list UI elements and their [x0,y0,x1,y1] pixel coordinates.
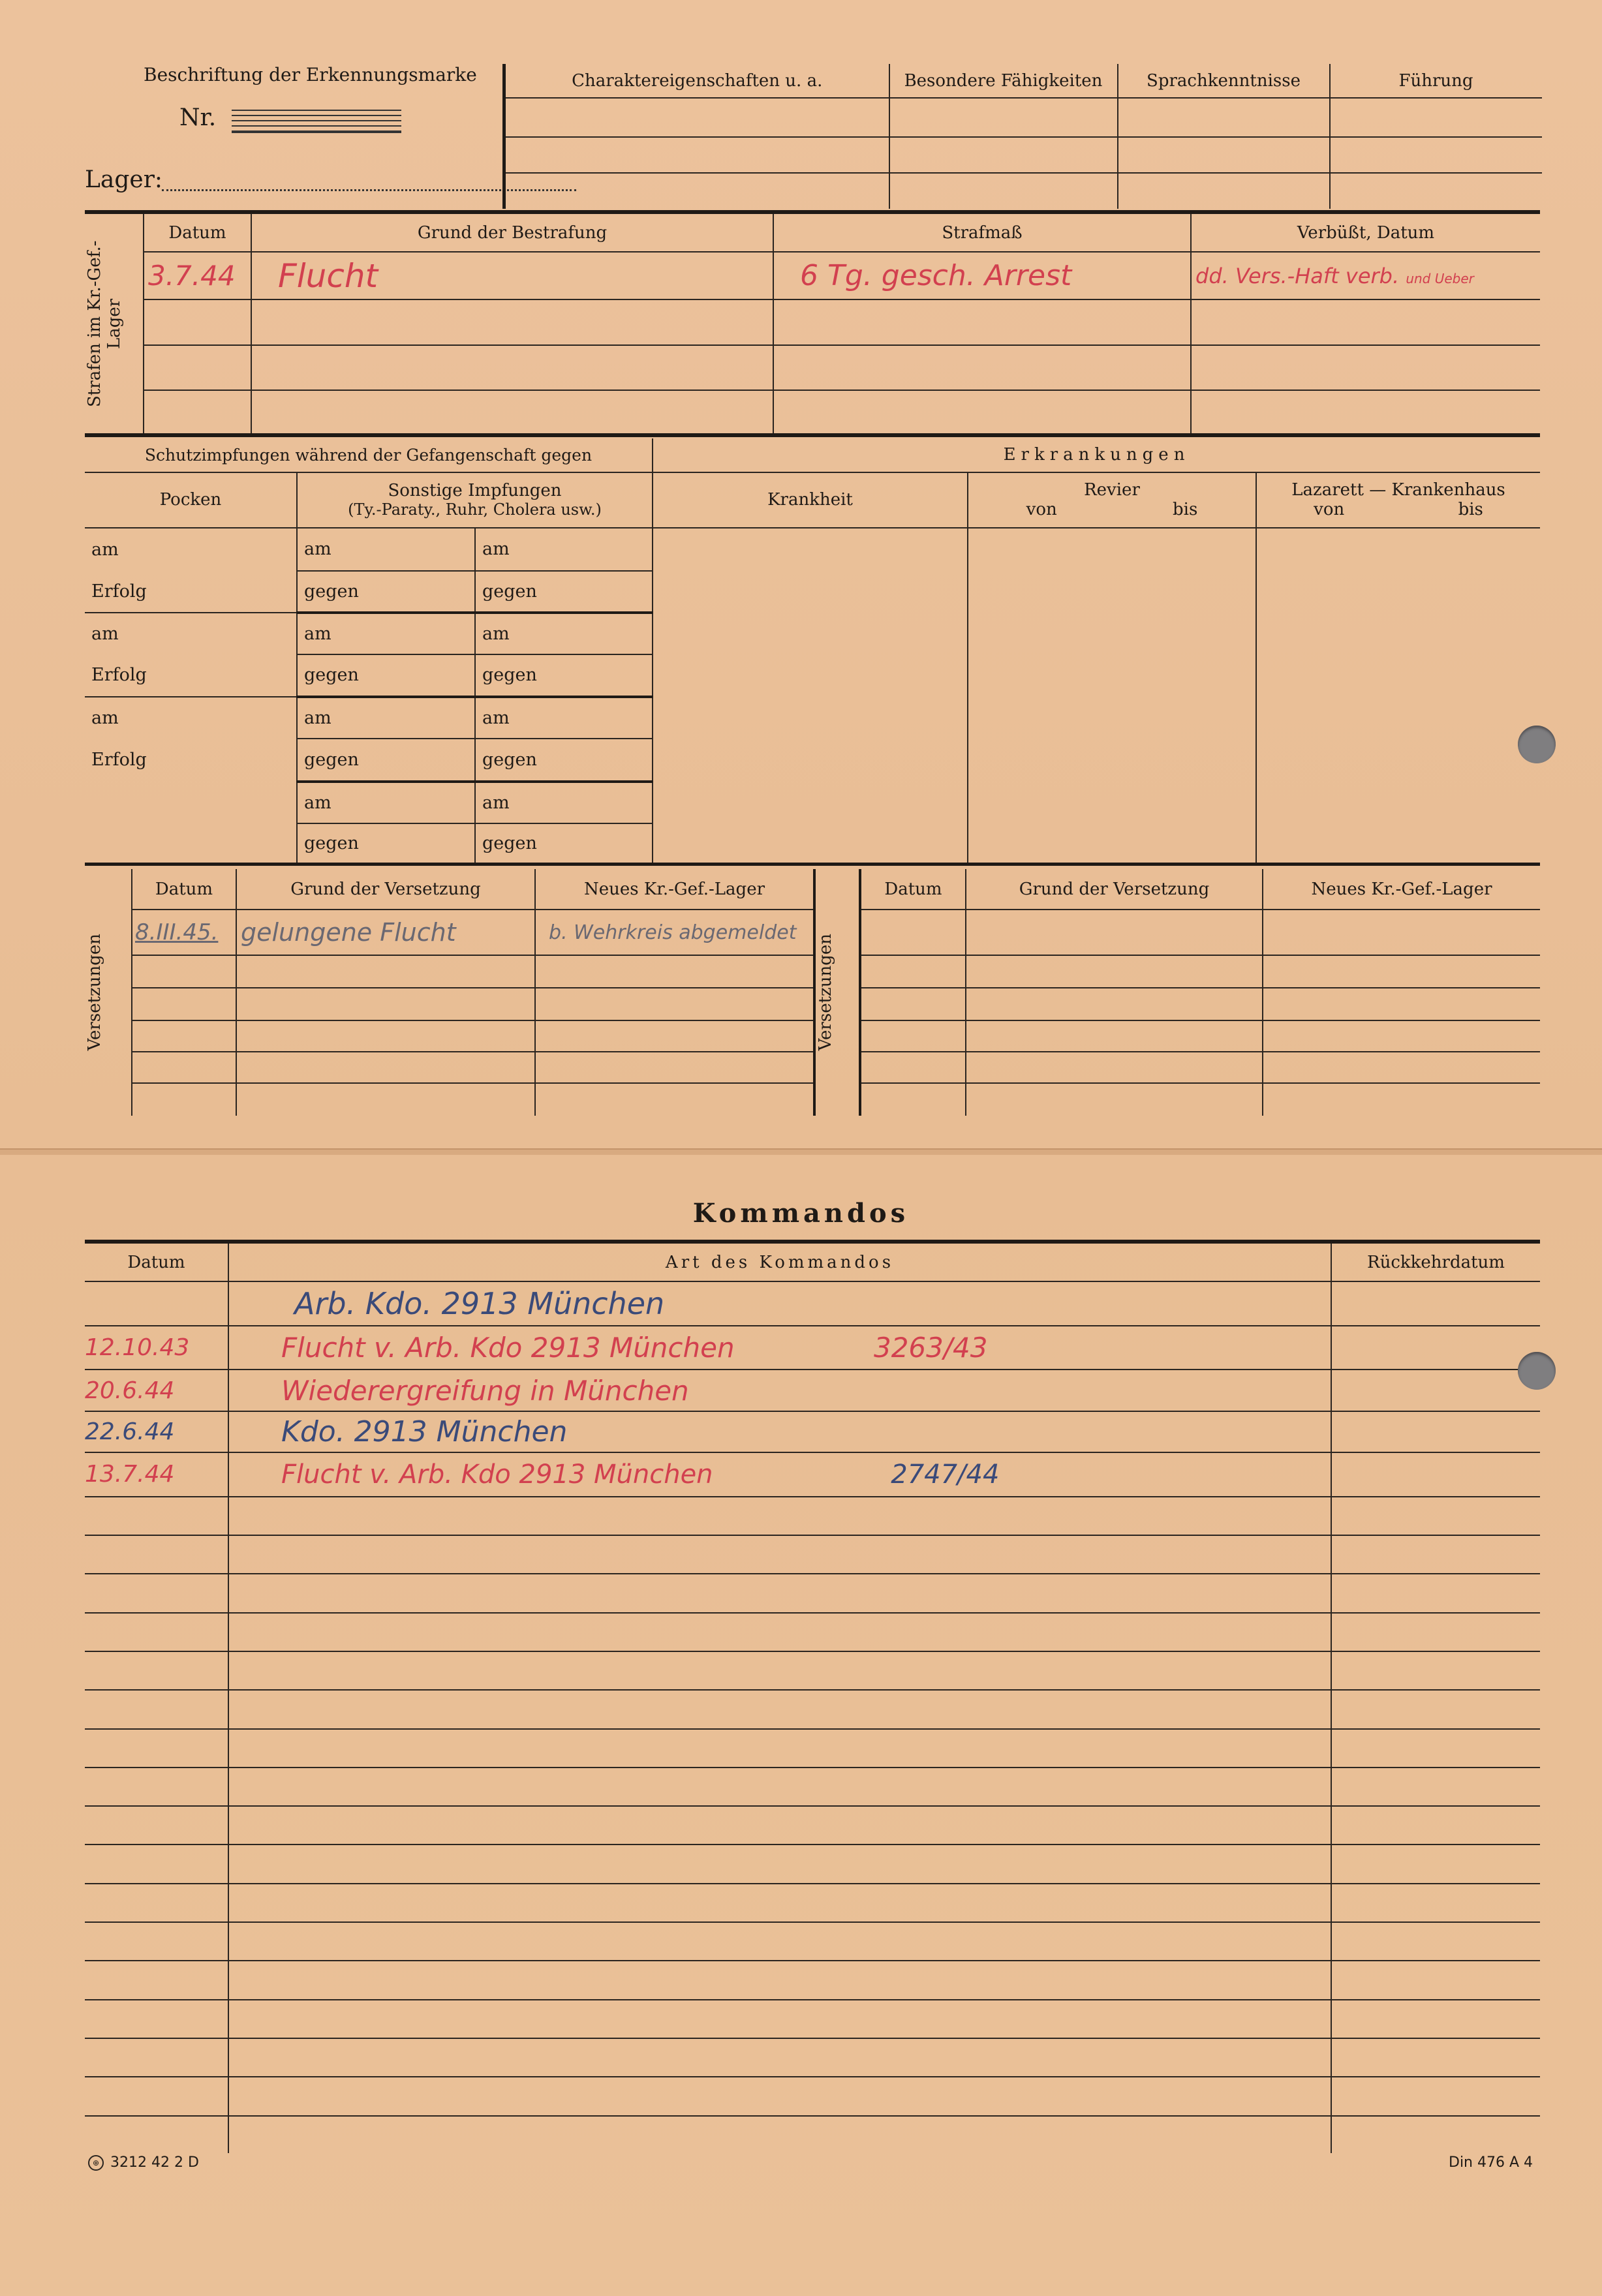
kommando-row-5-art-text: Flucht v. Arb. Kdo 2913 München [281,1459,713,1490]
strafen-header-strafmass: Strafmaß [773,212,1191,252]
vers-entry-grund: gelungene Flucht [236,910,535,955]
vers-header-datum-left: Datum [132,869,236,910]
cell [860,1052,966,1083]
cell [504,137,889,173]
pocken-header: Pocken [85,472,297,528]
cell [1331,1651,1540,1690]
cell [251,299,773,344]
sonstige-gegen-1b: gegen [475,571,653,613]
cell [773,299,1191,344]
vers-entry-datum: 8.III.45. [132,910,236,955]
cell [85,1922,228,1961]
vers-header-grund-left: Grund der Versetzung [236,869,535,910]
cell [236,955,535,988]
cell [228,1961,1331,1999]
cell [228,1613,1331,1651]
sonstige-am-3b: am [475,697,653,739]
lazarett-header-title: Lazarett — Krankenhaus [1291,480,1505,500]
cell [85,1884,228,1922]
sonstige-header [297,472,653,528]
cell [132,955,236,988]
lazarett-bis: bis [1458,500,1483,520]
fold-line [0,1148,1602,1155]
versetzungen-side-label-left: Versetzungen [85,934,104,1051]
cell [228,2000,1331,2038]
sonstige-gegen-1a: gegen [297,571,475,613]
strafen-side-label: Strafen im Kr.-Gef.-Lager [85,240,124,407]
cell [1331,1729,1540,1768]
pocken-am-2: am [85,613,297,654]
vers-entry-lager: b. Wehrkreis abgemeldet [535,910,814,955]
tag-label: Beschriftung der Erkennungsmarke [144,64,477,85]
strafen-header-verbuesst: Verbüßt, Datum [1191,212,1540,252]
punch-hole-upper [1518,726,1556,763]
krankheit-header: Krankheit [653,472,968,528]
punch-hole-lower [1518,1352,1556,1390]
cell [1331,2116,1540,2153]
cell [860,910,966,955]
cell [535,955,814,988]
cell [860,1020,966,1052]
vers-header-lager-left: Neues Kr.-Gef.-Lager [535,869,814,910]
versetzungen-side-cell-right [814,869,860,1116]
kommandos-table [85,1240,1540,2153]
kommando-row-4-datum: 22.6.44 [85,1411,228,1452]
cell [251,345,773,390]
kommando-row-2-art-text: Flucht v. Arb. Kdo 2913 München [281,1332,735,1364]
cell [85,1613,228,1651]
pocken-am-1: am [85,528,297,571]
sonstige-gegen-4a: gegen [297,823,475,864]
cell [1331,1690,1540,1728]
revier-bis: bis [1173,500,1198,520]
cell [1331,1281,1540,1325]
cell [1118,98,1330,137]
col-faehigkeiten: Besondere Fähigkeiten [889,64,1118,98]
kommandos-header-rueckkehr: Rückkehrdatum [1331,1242,1540,1281]
cell [236,1083,535,1116]
cell [1331,1613,1540,1651]
strafen-entry-strafmass: 6 Tg. gesch. Arrest [773,252,1191,299]
cell [1331,1411,1540,1452]
cell [85,2038,228,2077]
kommando-row-4-art: Kdo. 2913 München [228,1411,1331,1452]
cell [504,173,889,209]
cell [1191,345,1540,390]
lager-label: Lager: [85,166,163,193]
cell [228,2116,1331,2153]
cell [228,1922,1331,1961]
cell [966,1020,1263,1052]
cell [1331,2077,1540,2115]
cell [144,390,251,435]
cell [966,1083,1263,1116]
cell [85,2116,228,2153]
cell [144,299,251,344]
cell [236,1052,535,1083]
lazarett-von: von [1314,500,1345,520]
cell [132,1052,236,1083]
sonstige-am-4a: am [297,782,475,823]
sonstige-gegen-3a: gegen [297,739,475,782]
cell [228,1651,1331,1690]
pocken-empty [85,823,297,864]
lazarett-cell [1256,528,1540,865]
pocken-erfolg-1: Erfolg [85,571,297,613]
cell [228,1768,1331,1806]
cell [132,1083,236,1116]
cell [85,1961,228,1999]
impfungen-title: Schutzimpfungen während der Gefangenschaft gegen [85,438,653,472]
cell [1263,1052,1540,1083]
kommando-row-3-datum: 20.6.44 [85,1370,228,1411]
nr-lines [232,110,401,133]
cell [228,1806,1331,1844]
sonstige-header-sub: (Ty.-Paraty., Ruhr, Cholera usw.) [348,500,602,519]
kommando-row-2-nr: 3263/43 [873,1332,988,1364]
col-sprach: Sprachkenntnisse [1118,64,1330,98]
pocken-am-3: am [85,697,297,739]
kommando-row-2-art [228,1326,1331,1370]
cell [1263,910,1540,955]
nr-label [179,104,216,131]
revier-von-bis [968,500,1255,519]
sonstige-header-title: Sonstige Impfungen [388,481,562,501]
pocken-erfolg-2: Erfolg [85,654,297,696]
cell [1330,98,1542,137]
cell [889,137,1118,173]
cell [85,1806,228,1844]
cell [85,1729,228,1768]
revier-cell [968,528,1256,865]
top-section [85,59,1540,209]
versetzungen-side-label-right: Versetzungen [816,934,835,1051]
cell [85,1690,228,1728]
lazarett-header [1256,472,1540,528]
cell [85,1768,228,1806]
sonstige-am-4b: am [475,782,653,823]
cell [1331,1370,1540,1411]
strafen-entry-grund: Flucht [251,252,773,299]
cell [966,1052,1263,1083]
cell [535,988,814,1020]
revier-header [968,472,1256,528]
cell [1330,173,1542,209]
kommando-row-1-datum [85,1281,228,1325]
kommando-row-3-art: Wiederergreifung in München [228,1370,1331,1411]
kommandos-header-art: Art des Kommandos [228,1242,1331,1281]
cell [1331,1535,1540,1574]
cell [228,1729,1331,1768]
cell [1331,2038,1540,2077]
cell [1118,173,1330,209]
cell [228,1884,1331,1922]
sonstige-gegen-2a: gegen [297,654,475,696]
cell [535,1083,814,1116]
sonstige-am-1b: am [475,528,653,571]
cell [1191,299,1540,344]
cell [1331,1961,1540,1999]
cell [132,1020,236,1052]
sonstige-am-2b: am [475,613,653,654]
cell [228,1497,1331,1535]
cell [773,390,1191,435]
cell [1118,137,1330,173]
cell [1331,1884,1540,1922]
cell [860,1083,966,1116]
cell [1263,955,1540,988]
cell [1263,1020,1540,1052]
sonstige-am-2a: am [297,613,475,654]
col-fuehrung: Führung [1330,64,1542,98]
strafen-table [85,210,1540,437]
cell [1263,1083,1540,1116]
kommando-row-5-art [228,1452,1331,1496]
strafen-entry-datum: 3.7.44 [144,252,251,299]
cell [85,1535,228,1574]
cell [85,2000,228,2038]
cell [236,1020,535,1052]
versetzungen-side-cell-left [85,869,132,1116]
kommando-row-5-nr: 2747/44 [891,1459,1000,1490]
cell [144,345,251,390]
cell [228,2077,1331,2115]
cell [535,1052,814,1083]
footer-right: Din 476 A 4 [1449,2154,1533,2171]
krankheit-cell [653,528,968,865]
cell [966,955,1263,988]
cell [1331,1574,1540,1612]
cell [860,955,966,988]
strafen-header-grund: Grund der Bestrafung [251,212,773,252]
cell [1331,1326,1540,1370]
col-charakter: Charaktereigenschaften u. a. [504,64,889,98]
strafen-entry-verbuesst-extra: und Ueber [1406,270,1474,286]
strafen-entry-verbuesst [1191,252,1540,299]
strafen-entry-verbuesst-text: dd. Vers.-Haft verb. [1195,263,1400,288]
kommando-row-2-datum: 12.10.43 [85,1326,228,1370]
cell [1331,1806,1540,1844]
cell [85,1651,228,1690]
top-table [502,64,1542,209]
pocken-erfolg-3: Erfolg [85,739,297,782]
cell [889,98,1118,137]
cell [85,2077,228,2115]
kommando-row-1-art: Arb. Kdo. 2913 München [228,1281,1331,1325]
vers-header-datum-right: Datum [860,869,966,910]
sonstige-gegen-4b: gegen [475,823,653,864]
revier-von: von [1026,500,1057,520]
cell [889,173,1118,209]
cell [1331,1844,1540,1883]
cell [966,910,1263,955]
cell [228,1844,1331,1883]
cell [966,988,1263,1020]
printer-mark-icon: ⊕ [88,2155,104,2171]
kommandos-title: Kommandos [692,1198,910,1229]
strafen-side-cell [85,212,144,435]
cell [1331,2000,1540,2038]
erkrankungen-title: Erkrankungen [653,438,1540,472]
pocken-empty [85,782,297,823]
sonstige-gegen-2b: gegen [475,654,653,696]
cell [1330,137,1542,173]
cell [773,345,1191,390]
cell [1331,1768,1540,1806]
kommando-row-5-datum: 13.7.44 [85,1452,228,1496]
cell [85,1844,228,1883]
strafen-header-datum: Datum [144,212,251,252]
vers-header-lager-right: Neues Kr.-Gef.-Lager [1263,869,1540,910]
footer-left-text: 3212 42 2 D [110,2154,199,2171]
cell [251,390,773,435]
cell [1191,390,1540,435]
cell [228,1690,1331,1728]
cell [228,2038,1331,2077]
cell [1331,1497,1540,1535]
sonstige-am-3a: am [297,697,475,739]
lazarett-von-bis [1257,500,1540,519]
cell [504,98,889,137]
sonstige-gegen-3b: gegen [475,739,653,782]
cell [85,1574,228,1612]
cell [228,1574,1331,1612]
cell [860,988,966,1020]
cell [132,988,236,1020]
footer-left [88,2154,199,2171]
cell [228,1535,1331,1574]
revier-header-title: Revier [1084,480,1140,500]
vers-header-grund-right: Grund der Versetzung [966,869,1263,910]
cell [1331,1452,1540,1496]
versetzungen-table [85,869,1540,1116]
cell [1263,988,1540,1020]
cell [1331,1922,1540,1961]
cell [85,1497,228,1535]
cell [535,1020,814,1052]
kommandos-header-datum: Datum [85,1242,228,1281]
sonstige-am-1a: am [297,528,475,571]
impfungen-erkrankungen-table [85,438,1540,866]
cell [236,988,535,1020]
nr-label-text: Nr. [179,104,217,131]
